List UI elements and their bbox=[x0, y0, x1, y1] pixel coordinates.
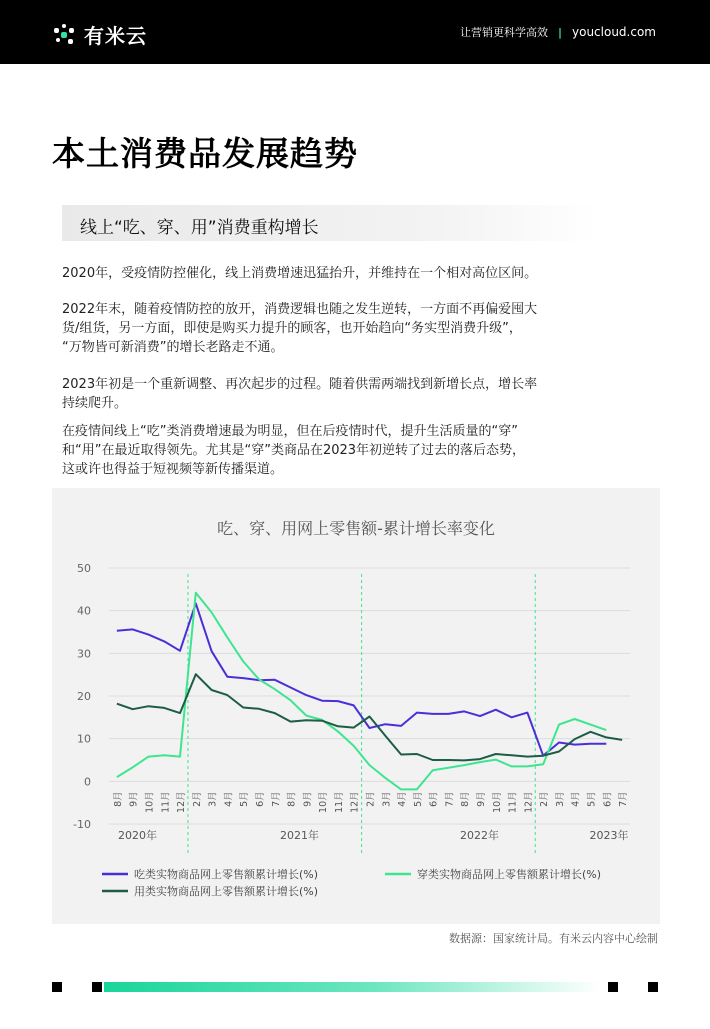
x-tick-label: 3月 bbox=[207, 791, 219, 807]
x-tick-label: 6月 bbox=[254, 791, 266, 807]
x-tick-label: 12月 bbox=[349, 791, 361, 813]
x-tick-label: 9月 bbox=[302, 791, 314, 807]
year-label: 2020年 bbox=[118, 829, 157, 842]
series-line bbox=[117, 674, 622, 760]
paragraph bbox=[62, 264, 622, 283]
paragraph bbox=[62, 422, 622, 479]
paragraph-line: 2020年，受疫情防控催化，线上消费增速迅猛抬升，并维持在一个相对高位区间。 bbox=[62, 266, 538, 281]
paragraph-line: “万物皆可新消费”的增长老路走不通。 bbox=[62, 340, 284, 355]
x-tick-label: 4月 bbox=[223, 791, 235, 807]
footer-square-left-1 bbox=[52, 982, 62, 992]
separator: | bbox=[557, 25, 562, 39]
footer-square-left-2 bbox=[92, 982, 102, 992]
year-label: 2022年 bbox=[460, 829, 499, 842]
x-tick-label: 5月 bbox=[239, 791, 251, 807]
x-tick-label: 11月 bbox=[333, 791, 345, 813]
y-tick-label: 50 bbox=[77, 562, 91, 575]
x-tick-label: 3月 bbox=[554, 791, 566, 807]
paragraph bbox=[62, 375, 622, 413]
paragraph-line: 这或许也得益于短视频等新传播渠道。 bbox=[62, 462, 284, 477]
paragraph-line: 2022年末，随着疫情防控的放开，消费逻辑也随之发生逆转，一方面不再偏爱囤大 bbox=[62, 302, 538, 317]
x-tick-label: 8月 bbox=[460, 791, 472, 807]
logo-icon bbox=[52, 22, 78, 48]
section-heading bbox=[62, 205, 598, 241]
x-tick-label: 7月 bbox=[444, 791, 456, 807]
y-tick-label: 10 bbox=[77, 732, 91, 746]
x-tick-label: 5月 bbox=[412, 791, 424, 807]
paragraph-line: 在疫情间线上“吃”类消费增速最为明显，但在后疫情时代，提升生活质量的“穿” bbox=[62, 424, 518, 439]
x-tick-label: 4月 bbox=[397, 791, 409, 807]
paragraph-line: 2023年初是一个重新调整、再次起步的过程。随着供需两端找到新增长点，增长率 bbox=[62, 377, 538, 392]
legend-label: 用类实物商品网上零售额累计增长(%) bbox=[134, 885, 319, 898]
year-label: 2021年 bbox=[280, 829, 319, 842]
footer-decoration bbox=[0, 978, 710, 998]
y-tick-label: 20 bbox=[77, 690, 91, 703]
chart-card bbox=[52, 488, 660, 924]
x-tick-label: 8月 bbox=[286, 791, 298, 807]
brand-logo[interactable] bbox=[52, 20, 147, 49]
x-tick-label: 11月 bbox=[507, 791, 519, 813]
domain-link[interactable]: youcloud.com bbox=[572, 25, 656, 39]
y-tick-label: 0 bbox=[84, 775, 91, 789]
x-tick-label: 9月 bbox=[476, 791, 488, 807]
x-tick-label: 12月 bbox=[176, 791, 188, 813]
footer-square-right-1 bbox=[608, 982, 618, 992]
x-tick-label: 10月 bbox=[491, 791, 503, 813]
slogan-text: 让营销更科学高效 bbox=[459, 26, 548, 39]
top-header-bar bbox=[0, 0, 710, 64]
y-tick-label: 40 bbox=[77, 604, 91, 618]
x-tick-label: 5月 bbox=[586, 791, 598, 807]
paragraph-line: 持续爬升。 bbox=[62, 396, 128, 411]
line-chart bbox=[52, 488, 660, 924]
x-tick-label: 2月 bbox=[191, 791, 203, 807]
y-tick-label: -10 bbox=[73, 818, 91, 831]
footer-gradient-bar bbox=[104, 982, 600, 992]
paragraph bbox=[62, 300, 622, 357]
paragraph-line: 货/组货，另一方面，即使是购买力提升的顾客，也开始趋向“务实型消费升级”， bbox=[62, 321, 522, 336]
legend-label: 穿类实物商品网上零售额累计增长(%) bbox=[417, 868, 602, 881]
page-title: 本土消费品发展趋势 bbox=[52, 134, 358, 173]
x-tick-label: 4月 bbox=[570, 791, 582, 807]
x-tick-label: 6月 bbox=[602, 791, 614, 807]
x-tick-label: 2月 bbox=[539, 791, 551, 807]
legend-label: 吃类实物商品网上零售额累计增长(%) bbox=[134, 868, 319, 881]
x-tick-label: 7月 bbox=[270, 791, 282, 807]
x-tick-label: 11月 bbox=[160, 791, 172, 813]
header-tagline bbox=[460, 24, 656, 40]
year-label: 2023年 bbox=[589, 829, 629, 842]
paragraph-line: 和“用”在最近取得领先。尤其是“穿”类商品在2023年初逆转了过去的落后态势， bbox=[62, 443, 526, 458]
x-tick-label: 7月 bbox=[618, 791, 630, 807]
y-tick-label: 30 bbox=[77, 647, 91, 661]
source-note: 数据源：国家统计局。有米云内容中心绘制 bbox=[449, 932, 658, 945]
footer-square-right-2 bbox=[648, 982, 658, 992]
x-tick-label: 2月 bbox=[365, 791, 377, 807]
x-tick-label: 6月 bbox=[428, 791, 440, 807]
section-title: 线上“吃、穿、用”消费重构增长 bbox=[80, 218, 319, 238]
x-tick-label: 9月 bbox=[128, 791, 140, 807]
x-tick-label: 10月 bbox=[318, 791, 330, 813]
brand-name: 有米云 bbox=[84, 24, 147, 48]
x-tick-label: 3月 bbox=[381, 791, 393, 807]
x-tick-label: 10月 bbox=[144, 791, 156, 813]
chart-title: 吃、穿、用网上零售额-累计增长率变化 bbox=[217, 519, 495, 538]
x-tick-label: 8月 bbox=[112, 791, 124, 807]
x-tick-label: 12月 bbox=[523, 791, 535, 813]
